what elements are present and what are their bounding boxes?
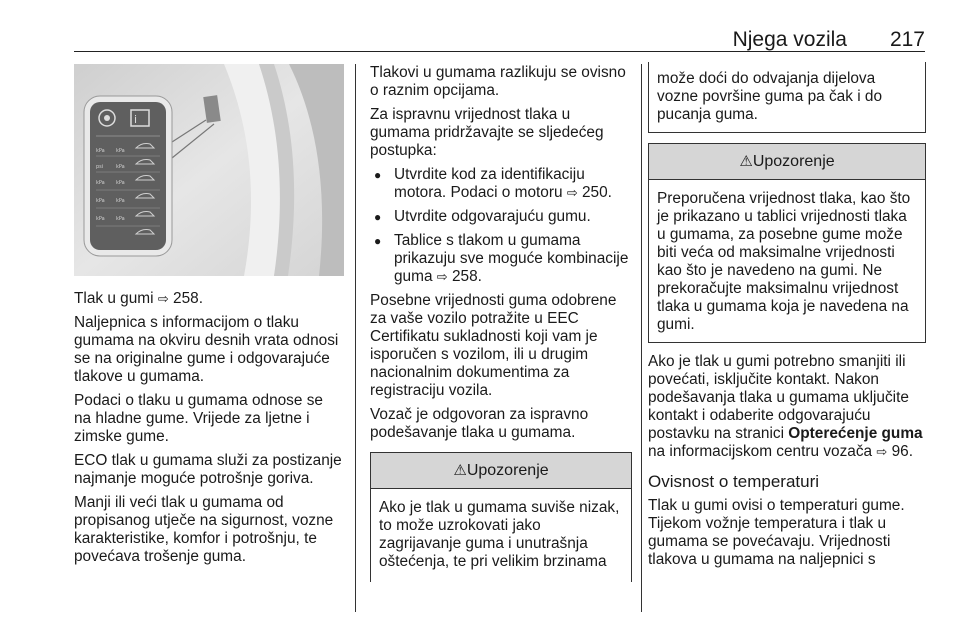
warning-header: ⚠Upozorenje: [649, 144, 925, 180]
svg-text:i: i: [134, 113, 138, 126]
warning-box-recommended-pressure: [648, 143, 926, 343]
warning-triangle-icon: ⚠: [739, 153, 753, 170]
page-ref-link[interactable]: 250.: [582, 184, 612, 201]
paragraph-cold-tires: Podaci o tlaku u gumama odnose se na hladne gume. Vrijede za ljetne i zimske gume.: [74, 392, 323, 445]
svg-text:kPa: kPa: [96, 148, 105, 154]
warning-header: ⚠Upozorenje: [371, 453, 631, 489]
list-item: ● Tablice s tlakom u gumama prikazuju sve moguće kombinacije guma ⇨ 258.: [370, 232, 632, 286]
page-ref-arrow-icon: ⇨: [436, 269, 448, 284]
page-ref-link[interactable]: 258.: [451, 268, 482, 285]
page-header: [74, 22, 925, 52]
paragraph-eec-certificate: Posebne vrijednosti guma odobrene za vaše vozilo potražite u EEC Certifikatu sukladnosti koji vam je isporučen s vozilom, ili u drugim nacionalnim dokumentima za registraciju vozila.: [370, 292, 617, 399]
warning-body: Ako je tlak u gumama suviše nizak, to može uzrokovati jako zagrijavanje guma i unutrašnja oštećenja, te pri velikim brzinama: [379, 499, 620, 570]
svg-text:kPa: kPa: [96, 180, 105, 186]
warning-triangle-icon: ⚠: [453, 462, 467, 479]
column-2: [370, 64, 632, 582]
paragraph-driver-responsible: Vozač je odgovoran za ispravno podešavanje tlaka u gumama.: [370, 406, 589, 441]
svg-text:psi: psi: [96, 164, 104, 170]
column-1: [74, 64, 344, 572]
page-ref-link[interactable]: 258.: [173, 290, 203, 307]
page-ref-arrow-icon: ⇨: [566, 185, 578, 200]
paragraph-tire-pressure-ref: Tlak u gumi ⇨ 258.: [74, 290, 203, 307]
page-ref-arrow-icon: ⇨: [157, 291, 169, 306]
section-heading-temperature: Ovisnost o temperaturi: [648, 472, 820, 491]
svg-text:kPa: kPa: [96, 216, 105, 222]
paragraph-eco-pressure: ECO tlak u gumama služi za postizanje najmanje moguće potrošnje goriva.: [74, 452, 342, 487]
svg-text:kPa: kPa: [116, 216, 125, 222]
menu-page-name: Opterećenje guma: [788, 425, 923, 442]
list-item: ● Utvrdite kod za identifikaciju motora. Podaci o motoru ⇨ 250.: [370, 166, 632, 202]
svg-text:kPa: kPa: [116, 148, 125, 154]
page-ref-link[interactable]: 96.: [891, 443, 913, 460]
column-divider-1: [355, 64, 356, 612]
warning-box-low-pressure: [370, 452, 632, 582]
warning-body: Preporučena vrijednost tlaka, kao što je prikazano u tablici vrijednosti tlaka u gumama, za posebne gume može biti veća od maksimalne vrijednosti kao što je navedeno na gumi. Ne prekoračujte maksimalnu vrijednost tlaka u gumama koja je navedena na gumi.: [657, 190, 911, 333]
column-3: [648, 64, 926, 575]
paragraph-adjust-pressure: Ako je tlak u gumi potrebno smanjiti ili povećati, isključite kontakt. Nakon podešavanja tlaka u gumama uključite kontakt i odaberite odgovarajuću postavku na stranici Opterećenje guma na informacijskom centru vozača ⇨ 96.: [648, 353, 923, 460]
paragraph-procedure: Za ispravnu vrijednost tlaka u gumama pridržavajte se sljedećeg postupka:: [370, 106, 604, 159]
page-ref-arrow-icon: ⇨: [876, 444, 888, 459]
tire-pressure-label-figure: [74, 64, 344, 276]
list-item: ● Utvrdite odgovarajuću gumu.: [370, 208, 632, 226]
svg-text:kPa: kPa: [96, 198, 105, 204]
door-frame-illustration: [74, 64, 344, 276]
column-divider-2: [641, 64, 642, 612]
svg-text:kPa: kPa: [116, 198, 125, 204]
paragraph-temperature: Tlak u gumi ovisi o temperaturi gume. Tijekom vožnje temperatura i tlak u gumama se povećavaju. Vrijednosti tlakova u gumama na naljepnici s: [648, 497, 905, 568]
page-number: 217: [889, 28, 925, 51]
paragraph-label-info: Naljepnica s informacijom o tlaku gumama na okviru desnih vrata odnosi se na originalne gume i odgovarajuće tlakove u gumama.: [74, 314, 339, 385]
svg-text:kPa: kPa: [116, 180, 125, 186]
procedure-list: [370, 166, 632, 286]
paragraph-options: Tlakovi u gumama razlikuju se ovisno o raznim opcijama.: [370, 64, 626, 99]
svg-text:kPa: kPa: [116, 164, 125, 170]
chapter-title: Njega vozila: [732, 28, 847, 51]
paragraph-wrong-pressure: Manji ili veći tlak u gumama od propisanog utječe na sigurnost, vozne karakteristike, komfor i potrošnju, te povećava trošenje guma.: [74, 494, 334, 565]
warning-box-continued: može doći do odvajanja dijelova vozne površine guma pa čak i do pucanja guma.: [648, 62, 926, 133]
